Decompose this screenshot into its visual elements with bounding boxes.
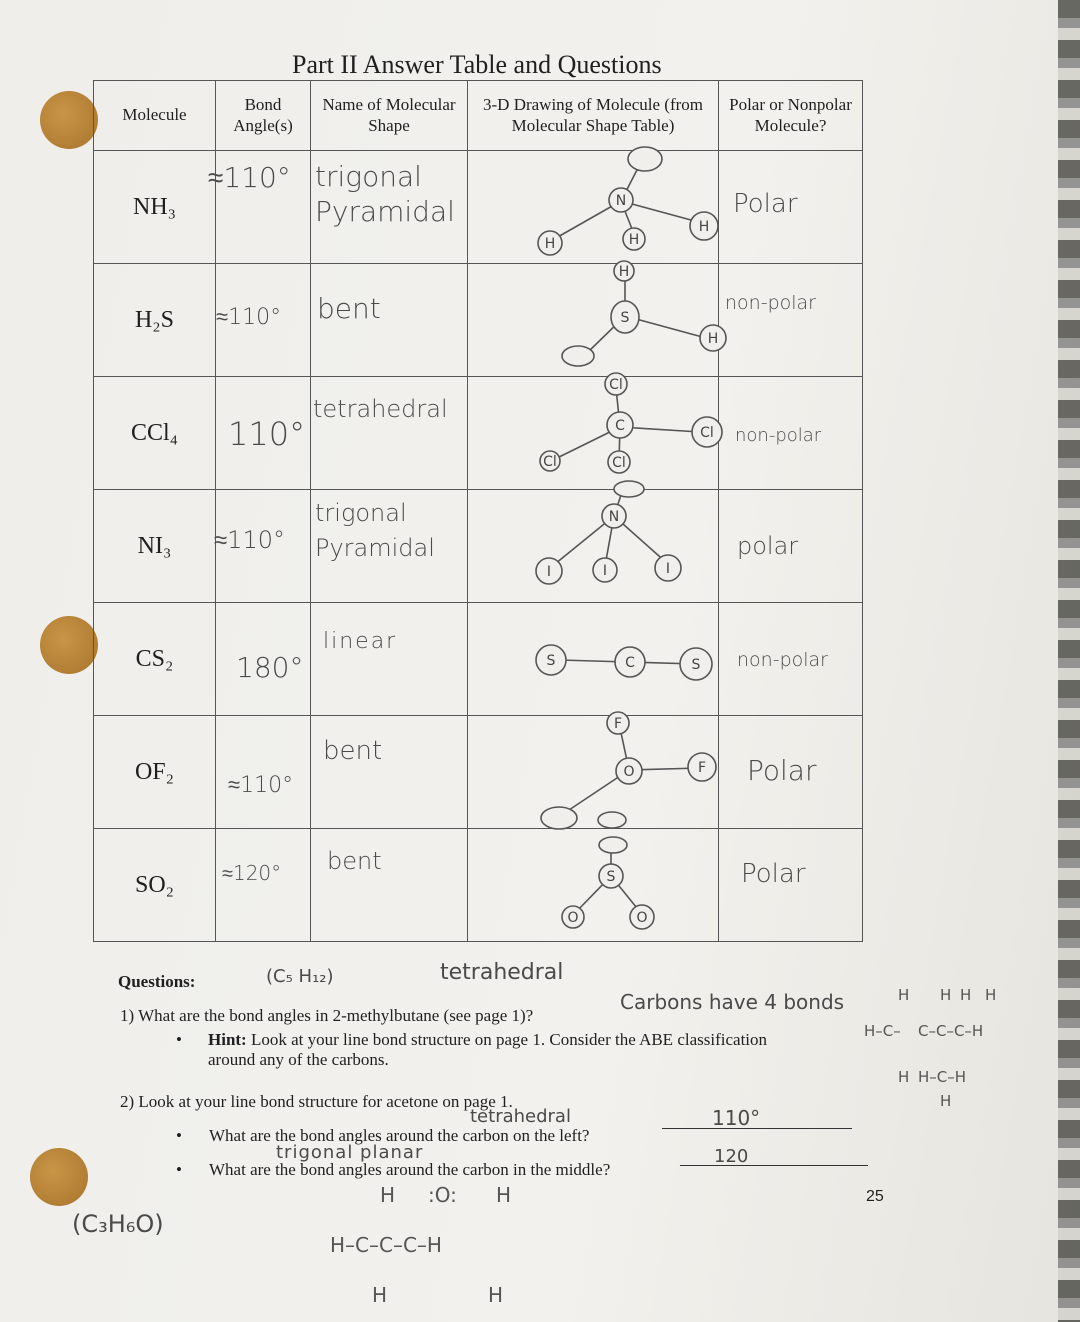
angle-answer: ≈110° bbox=[216, 305, 282, 330]
hint-label: Hint: bbox=[208, 1030, 247, 1049]
molecule-cell: OF₂ bbox=[94, 716, 216, 829]
svg-text:H: H bbox=[496, 1183, 512, 1207]
svg-text:Cl: Cl bbox=[612, 455, 626, 471]
q2a-text: What are the bond angles around the carbon on the left? bbox=[209, 1126, 590, 1145]
polarity-answer: non-polar bbox=[737, 649, 828, 671]
q2a-answer: 110° bbox=[712, 1106, 761, 1130]
q2b-answer: 120 bbox=[714, 1146, 749, 1167]
svg-text:Cl: Cl bbox=[609, 377, 623, 393]
svg-text:F: F bbox=[613, 716, 623, 732]
q2-text: 2) Look at your line bond structure for acetone on page 1. bbox=[120, 1092, 513, 1111]
svg-text:S: S bbox=[691, 657, 701, 673]
svg-text:O: O bbox=[623, 764, 635, 780]
svg-text:H–C–C–C–H: H–C–C–C–H bbox=[330, 1233, 442, 1257]
svg-text:H: H bbox=[960, 986, 972, 1004]
svg-text:S: S bbox=[620, 310, 630, 326]
svg-text:H: H bbox=[628, 232, 640, 248]
svg-text:H: H bbox=[985, 986, 997, 1004]
svg-text:H: H bbox=[707, 331, 719, 347]
header-bond-angles: Bond Angle(s) bbox=[216, 81, 311, 151]
shape-answer: tetrahedral bbox=[313, 395, 448, 423]
angle-answer: ≈110° bbox=[208, 161, 291, 194]
q1-shape-answer: tetrahedral bbox=[440, 960, 564, 985]
page-number: 25 bbox=[866, 1188, 884, 1205]
svg-text:H: H bbox=[544, 236, 556, 252]
molecule-cell: CCl₄ bbox=[94, 377, 216, 490]
svg-text:H–C–: H–C– bbox=[864, 1022, 901, 1040]
molecule-cell: SO₂ bbox=[94, 829, 216, 942]
svg-text:H: H bbox=[898, 986, 910, 1004]
hint-text: Look at your line bond structure on page 1. Consider the ABE classification bbox=[250, 1030, 768, 1049]
svg-text:Cl: Cl bbox=[700, 425, 714, 441]
q1-text: 1) What are the bond angles in 2-methylbutane (see page 1)? bbox=[120, 1006, 534, 1025]
svg-text:S: S bbox=[606, 869, 616, 885]
angle-answer: ≈110° bbox=[228, 773, 294, 798]
svg-text:H: H bbox=[372, 1283, 388, 1307]
polarity-answer: Polar bbox=[741, 859, 806, 889]
svg-text:O: O bbox=[636, 910, 648, 926]
molecule-cell: NI₃ bbox=[94, 490, 216, 603]
q2b-shape-answer: trigonal planar bbox=[276, 1142, 424, 1163]
svg-text:C: C bbox=[615, 418, 625, 434]
svg-text:H: H bbox=[940, 986, 952, 1004]
polarity-answer: Polar bbox=[747, 754, 817, 787]
q1-hint-2: around any of the carbons. bbox=[208, 1050, 389, 1069]
svg-text:N: N bbox=[615, 193, 627, 209]
page-title: Part II Answer Table and Questions bbox=[292, 50, 662, 79]
svg-text:F: F bbox=[697, 760, 707, 776]
shape-answer: bent bbox=[323, 736, 383, 766]
angle-answer: 180° bbox=[236, 651, 304, 684]
header-drawing: 3-D Drawing of Molecule (from Molecular Shape Table) bbox=[468, 81, 719, 151]
svg-text:C–C–C–H: C–C–C–H bbox=[918, 1022, 984, 1040]
svg-text:H: H bbox=[698, 219, 710, 235]
molecule-cell: CS₂ bbox=[94, 603, 216, 716]
questions-heading: Questions: bbox=[118, 972, 196, 991]
q1-answer: Carbons have 4 bonds bbox=[620, 990, 845, 1014]
svg-text:O: O bbox=[567, 910, 579, 926]
svg-text:H: H bbox=[488, 1283, 504, 1307]
molecule-cell: H₂S bbox=[94, 264, 216, 377]
acetone-formula: (C₃H₆O) bbox=[72, 1210, 164, 1238]
header-molecule: Molecule bbox=[94, 81, 216, 151]
q2b-text: What are the bond angles around the carbon in the middle? bbox=[209, 1160, 611, 1179]
angle-answer: ≈110° bbox=[214, 526, 285, 554]
polarity-answer: non-polar bbox=[725, 292, 816, 314]
svg-text:C: C bbox=[625, 655, 635, 671]
header-shape-name: Name of Molecular Shape bbox=[311, 81, 468, 151]
bullet: • bbox=[176, 1030, 182, 1049]
svg-text:S: S bbox=[546, 653, 556, 669]
bullet: • bbox=[176, 1126, 182, 1145]
q2a-shape-answer: tetrahedral bbox=[470, 1106, 571, 1127]
svg-text:I: I bbox=[546, 564, 552, 580]
svg-text:H: H bbox=[940, 1092, 952, 1110]
svg-text:H–C–H: H–C–H bbox=[918, 1068, 967, 1086]
shape-answer: trigonal Pyramidal bbox=[315, 160, 455, 228]
shape-answer: linear bbox=[323, 629, 398, 654]
header-polarity: Polar or Nonpolar Molecule? bbox=[719, 81, 863, 151]
bullet: • bbox=[176, 1160, 182, 1179]
shape-answer: bent bbox=[327, 847, 382, 875]
svg-text::O:: :O: bbox=[428, 1183, 457, 1207]
svg-text:H: H bbox=[380, 1183, 396, 1207]
molecule-cell: NH₃ bbox=[94, 151, 216, 264]
shape-answer: bent bbox=[317, 292, 381, 325]
svg-text:N: N bbox=[608, 509, 620, 525]
svg-text:H: H bbox=[898, 1068, 910, 1086]
shape-answer: trigonal Pyramidal bbox=[315, 499, 435, 562]
polarity-answer: Polar bbox=[733, 189, 798, 219]
angle-answer: ≈120° bbox=[222, 861, 282, 885]
svg-text:Cl: Cl bbox=[543, 454, 557, 470]
svg-text:H: H bbox=[618, 264, 630, 280]
svg-text:I: I bbox=[665, 561, 671, 577]
q1-formula-note: (C₅ H₁₂) bbox=[266, 966, 334, 987]
polarity-answer: polar bbox=[737, 532, 799, 560]
angle-answer: 110° bbox=[228, 415, 306, 453]
svg-text:I: I bbox=[602, 563, 608, 579]
polarity-answer: non-polar bbox=[735, 425, 822, 446]
